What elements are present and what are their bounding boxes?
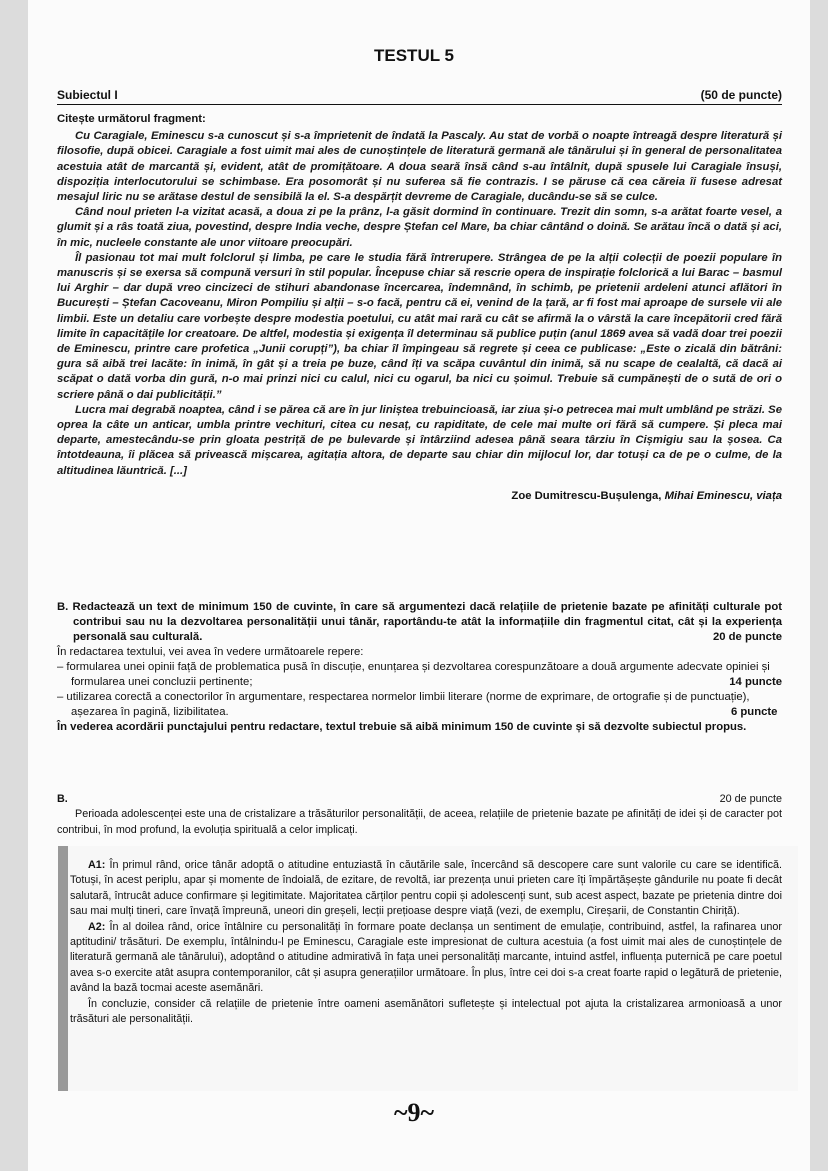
answer-header (57, 792, 782, 838)
argument-1 (70, 858, 782, 920)
attribution-work: Mihai Eminescu, viața (664, 489, 782, 502)
task-note: În vederea acordării punctajului pentru redactare, textul trebuie să aibă minimum 150 de cuvinte și să dezvolte subiectul propus. (57, 721, 747, 733)
section-header (57, 88, 782, 105)
argument-text: În primul rând, orice tânăr adoptă o atitudine entuziastă în căutările sale, încercând să descopere care sunt valorile cu care se identifică. Totuși, în acest periplu, apar și momente de îndoială, de ezitare, de revoltă, iar prezența unui prieten care îți împărtășește gândurile nu poate fi decât salutară, întrucât aduce confirmare și legitimitate. Majoritatea cărților pentru copii și adolescenți sunt, sub acest aspect, bazate pe prietenia dintre doi sau mai mulți tineri, care învață împreună, uneori din greșeli, lecții prețioase despre viață (vezi, de exemplu, Cireșarii, de Constantin Chiriță). (70, 859, 782, 918)
argument-text: În al doilea rând, orice întâlnire cu personalități în formare poate declanșa un sentiment de emulație, contribuind, astfel, la rafinarea unor aptitudini/ trăsături. De exemplu, întâlnindu-l pe Eminescu, Caragiale este impresionat de cultura acestuia (a fost uimit mai ales de cunoștințele de literatură germană ale tânărului), adoptând o atitudine admirativă în fața unei personalități marcante, intuind astfel, influența puternică pe care poetul avea s-o exercite atât asupra contemporanilor, cât și asupra generațiilor următoare. În plus, între cei doi s-a creat foarte rapid o legătură de prietenie, având la bază tocmai aceste asemănări. (70, 920, 782, 995)
test-title: TESTUL 5 (374, 46, 454, 65)
argument-2 (70, 920, 782, 997)
argument-label: A2: (88, 920, 106, 933)
requirement-text: B. Redactează un text de minimum 150 de cuvinte, în care să argumentezi dacă relațiile de prietenie bazate pe afinități culturale pot contribui sau nu la dezvoltarea personalității unui tânăr, raportându-te atât la informațiile din fragmentul citat, cât și la experiența personală sau culturală. (57, 601, 782, 643)
answer-label-row (57, 792, 782, 807)
attribution (57, 489, 782, 504)
answer-thesis: Perioada adolescenței este una de cristalizare a trăsăturilor personalității, de aceea, relațiile de prietenie bazate pe afinități de idei și de caracter pot contribui, în mod profund, la evoluția spirituală a celor implicați. (57, 808, 782, 836)
page-number: ~9~ (393, 1098, 435, 1127)
fragment (57, 112, 782, 504)
answer-arguments (70, 858, 782, 1027)
criteria-points: 6 puncte (730, 706, 778, 718)
answer-label: B. (57, 793, 68, 805)
criteria-points: 14 puncte (729, 676, 782, 688)
task-b (57, 600, 782, 735)
fragment-paragraph: Când noul prieten l-a vizitat acasă, a doua zi pe la prânz, l-a găsit dormind în continuare. Trezit din somn, s-a arătat foarte vesel, a glumit și a râs toată ziua, povestind, despre India veche, despre Ștefan cel Mare, ba chiar cântând o doină. Se arătau încă o dată și aci, în mic, nucleele constante ale unor viitoare preocupări. (57, 206, 782, 249)
section-points: (50 de puncte) (700, 88, 782, 102)
answer-points: 20 de puncte (719, 793, 782, 805)
conclusion: În concluzie, consider că relațiile de prietenie între oameni asemănători sufletește și intelectual pot ajuta la cristalizarea armonioasă a unor trăsături ale personalității. (70, 997, 782, 1026)
requirement-points: 20 de puncte (712, 631, 782, 643)
criteria-item (57, 690, 782, 720)
fragment-paragraph: Lucra mai degrabă noaptea, când i se părea că are în jur liniștea trebuincioasă, iar ziua și-o petrecea mai mult umblând pe străzi. Se oprea la câte un anticar, umbla printre vechituri, citea cu nesaț, cu rapiditate, de cele mai multe ori fără să cumpere. Și pleca mai departe, amestecându-se prin gloata pestriță de pe bulevarde și întârziind adesea până seara târziu în Cișmigiu sau la șosea. Ca întotdeauna, îi plăcea să privească mișcarea, agitația altora, de departe sau chiar din mijlocul lor, dar totuși ca de pe o culme, de la altitudinea lăuntrică. [...] (57, 403, 782, 477)
section-name: Subiectul I (57, 88, 118, 102)
argument-label: A1: (88, 859, 106, 871)
attribution-author: Zoe Dumitrescu-Bușulenga, (511, 489, 665, 502)
criteria-item (57, 660, 782, 690)
fragment-paragraph: Cu Caragiale, Eminescu s-a cunoscut și s-a împrietenit de îndată la Pascaly. Au stat de vorbă o noapte întreagă despre literatură și filosofie, după obicei. Caragiale a fost uimit mai ales de cunoștințele de literatură germană ale tânărului și în general de personalitatea acestuia atât de marcantă și, evident, atât de promițătoare. A doua seară însă când s-au întâlnit, după spusele lui Caragiale însuși, dispoziția interlocutorului se schimbase. Era posomorât și nu suferea să fie contrazis. I se păruse că cea căreia îi fusese adresat mesajul liric nu se arătase destul de sensibilă la el. S-a despărțit devreme de Caragiale, ducându-se să se culce. (57, 130, 782, 204)
fragment-paragraph: Îl pasionau tot mai mult folclorul și limba, pe care le studia fără întrerupere. Strângea de pe la alții colecții de poezii populare în manuscris și se exersa să compună versuri în stil popular. Începuse chiar să rescrie opera de inspirație folclorică a lui Barac – basmul lui Arghir – dar după vreo cincizeci de stihuri abandonase încercarea, îndemnând, în schimb, pe prietenii ardeleni atunci aflători în București – Ștefan Cacoveanu, Miron Pompiliu și alții – s-o facă, pentru că ei, venind de la țară, ar fi fost mai aproape de sursele vii ale limbii. Este un detaliu care vorbește despre modestia poetului, cu atât mai rară cu cât se afirmă la o vârstă la care începătorii cred fără limite în capacitățile lor creatoare. De altfel, modestia și exigența îl determinau să publice puțin (anul 1869 avea să vadă doar trei poezii de Eminescu, printre care profetica „Junii corupți”), ba chiar îl împingeau să regrete și ceea ce publicase: „Este o zicală din bătrâni: gura să aibă trei lacăte: în inimă, în gât și a treia pe buze, când îți va scăpa cuvântul din inimă, să nu scape de cealaltă, că dacă ai scăpat o dată vorba din gură, n-o mai prinzi nici cu calul, nici cu ogarul, ba nici cu șoimul. Trebuie să cumpănești de o sută de ori o scriere până o dai publicității.” (57, 251, 782, 401)
task-intro: În redactarea textului, vei avea în vedere următoarele repere: (57, 646, 364, 658)
criteria-text: – utilizarea corectă a conectorilor în argumentare, respectarea normelor limbii literare (norme de exprimare, de ortografie și de punctuație), așezarea în pagină, lizibilitatea. (57, 691, 750, 718)
task-requirement (57, 600, 782, 645)
criteria-text: – formularea unei opinii față de problematica pusă în discuție, enunțarea și dezvoltarea corespunzătoare a două argumente adecvate opiniei și formularea unei concluzii pertinente; (57, 661, 770, 688)
instruction: Citește următorul fragment: (57, 113, 206, 125)
